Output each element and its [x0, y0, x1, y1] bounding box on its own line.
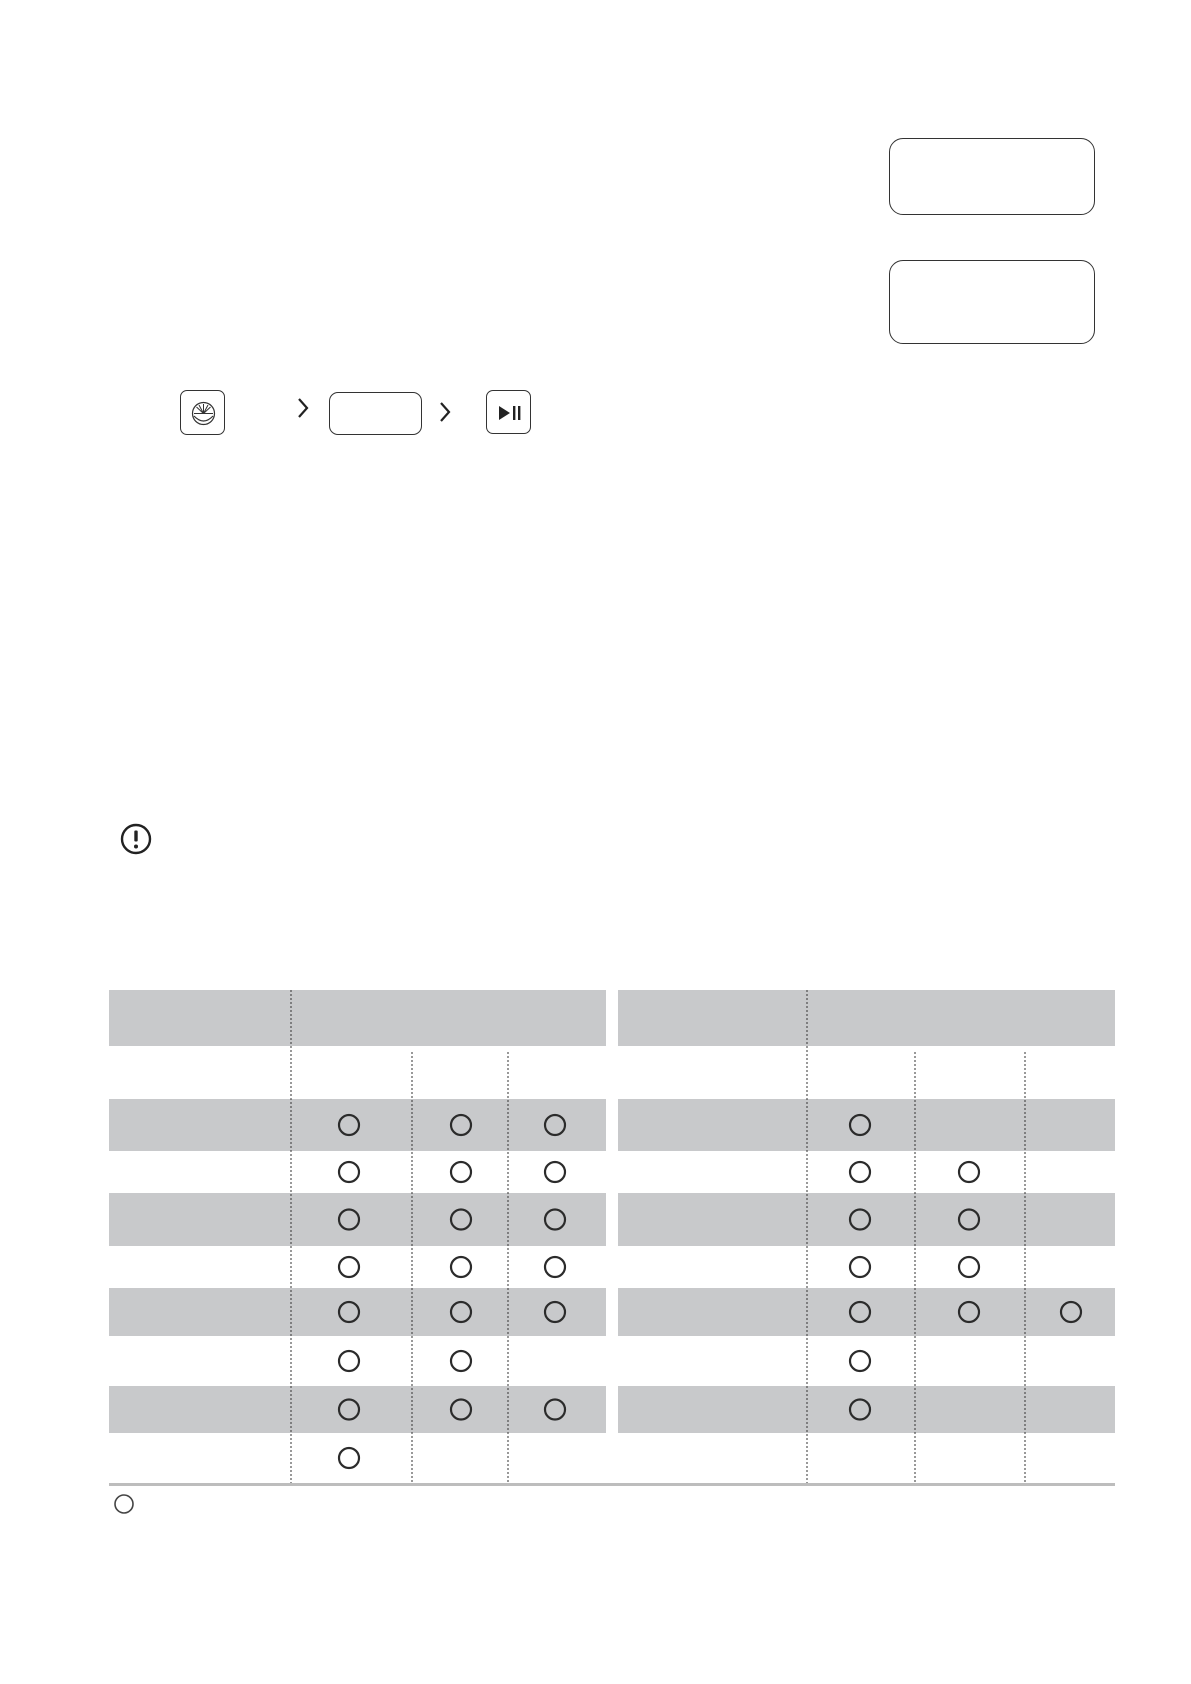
table-cell-mark [545, 1257, 565, 1277]
caution-block [119, 822, 153, 856]
table-row-band [109, 1099, 606, 1151]
table-row-band [109, 1193, 606, 1246]
table-bottom-rule [109, 1483, 1115, 1486]
header-band-right [618, 990, 1115, 1046]
chevron-right-icon [296, 396, 310, 420]
table-cell-mark [451, 1162, 471, 1182]
blank-key[interactable] [329, 392, 422, 435]
table-cell-mark [850, 1257, 870, 1277]
display-panel-2 [889, 260, 1095, 344]
table-cell-mark [339, 1351, 359, 1371]
table-row-band [109, 1288, 606, 1336]
table-cell-mark [451, 1257, 471, 1277]
table-cell-mark [451, 1351, 471, 1371]
table-cell-mark [850, 1351, 870, 1371]
sunburst-dial-icon [181, 391, 226, 436]
header-band-left [109, 990, 606, 1046]
key-sequence [178, 390, 558, 436]
play-pause-key[interactable] [486, 390, 531, 434]
play-pause-icon [487, 391, 532, 435]
table-cell-mark [339, 1448, 359, 1468]
compatibility-table [109, 990, 1115, 1490]
table-row-band [618, 1193, 1115, 1246]
table-cell-mark [959, 1162, 979, 1182]
table-row-band [618, 1099, 1115, 1151]
table-grid [109, 990, 1115, 1490]
chevron-right-icon [438, 400, 452, 424]
display-panel-1 [889, 138, 1095, 215]
circle-mark-icon [113, 1493, 135, 1515]
program-key[interactable] [180, 390, 225, 435]
table-cell-mark [959, 1257, 979, 1277]
table-cell-mark [850, 1162, 870, 1182]
legend [113, 1493, 135, 1515]
table-row-band [109, 1386, 606, 1433]
table-row-band [618, 1386, 1115, 1433]
table-cell-mark [339, 1162, 359, 1182]
table-cell-mark [339, 1257, 359, 1277]
table-row-band [618, 1288, 1115, 1336]
table-cell-mark [545, 1162, 565, 1182]
exclamation-circle-icon [119, 822, 153, 856]
